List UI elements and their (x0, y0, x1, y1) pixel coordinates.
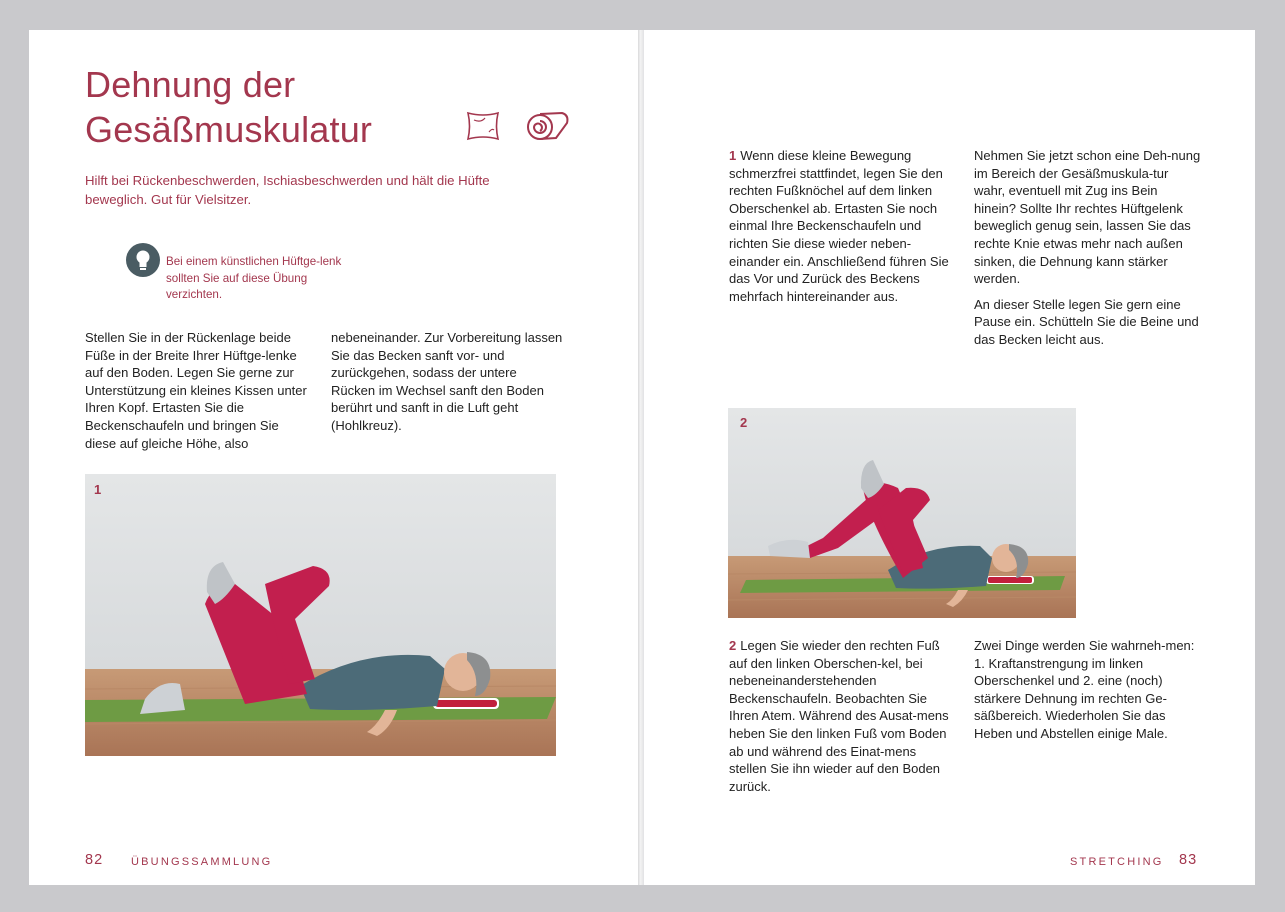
photo-label-2: 2 (740, 415, 748, 430)
body-column-right-4: Zwei Dinge werden Sie wahrneh-men: 1. Kraftanstrengung im linken Oberschenkel und 2. eine (noch) stärkere Dehnung im rechten Ge-säßbereich. Wiederholen Sie das Heben und Abstellen einige Male. (974, 638, 1195, 741)
page-number: 82 (85, 852, 104, 868)
page-title: Dehnung der Gesäßmuskulatur (85, 64, 373, 150)
right-page (644, 30, 1255, 885)
page-number: 83 (1179, 852, 1198, 868)
paragraph: Nehmen Sie jetzt schon eine Deh-nung im Bereich der Gesäßmuskula-tur wahr, eventuell mit Zug ins Bein hinein? Sollte Ihr rechtes Hüftgelenk beweglich genug sein, lassen Sie das rechte Knie etwas mehr nach außen sinken, die Dehnung kann stärker werden. (974, 148, 1201, 287)
step-1-number: 1 (729, 148, 737, 163)
left-page (29, 30, 638, 885)
step-1-text: 1 Wenn diese kleine Bewegung schmerzfrei stattfindet, legen Sie den rechten Fußknöchel auf dem linken Oberschenkel ab. Ertasten Sie noch einmal Ihre Beckenschaufeln und richten Sie diese wieder neben-einander ein. Anschließend führen Sie das Vor und Zurück des Beckens mehrfach hintereinander aus. (729, 148, 949, 304)
rolled-towel-icon (526, 109, 570, 143)
body-column-2: nebeneinander. Zur Vorbereitung lassen Sie das Becken sanft vor- und zurückgehen, sodass der untere Rücken im Wechsel sanft den Boden berührt und sanft in die Luft geht (Hohlkreuz). (331, 330, 563, 433)
paragraph: An dieser Stelle legen Sie gern eine Pause ein. Schütteln Sie die Beine und das Becken leicht aus. (974, 296, 1199, 347)
tip-text: Bei einem künstlichen Hüftge-lenk sollten Sie auf diese Übung verzichten. (166, 255, 342, 301)
lead-text: Hilft bei Rückenbeschwerden, Ischiasbeschwerden und hält die Hüfte beweglich. Gut für Vielsitzer. (85, 173, 490, 207)
pillow-icon (465, 110, 501, 142)
section-label: STRETCHING (1070, 856, 1164, 868)
exercise-photo-1 (85, 474, 556, 756)
exercise-photo-2 (728, 408, 1076, 618)
step-2-number: 2 (729, 638, 737, 653)
lightbulb-icon (126, 243, 160, 277)
step-2-text: 2 Legen Sie wieder den rechten Fuß auf den linken Oberschen-kel, bei nebeneinanderstehenden Beckenschaufeln. Beobachten Sie Ihren Atem. Während des Ausat-mens heben Sie den linken Fuß vom Boden ab und während des Einat-mens stellen Sie ihn wieder auf den Boden zurück. (729, 638, 949, 794)
photo-label-1: 1 (94, 482, 102, 497)
body-column-right-2 (974, 147, 1202, 349)
section-label: ÜBUNGSSAMMLUNG (131, 856, 273, 868)
body-column-1: Stellen Sie in der Rückenlage beide Füße in der Breite Ihrer Hüftge-lenke auf den Boden. Legen Sie gerne zur Unterstützung ein kleines Kissen unter Ihren Kopf. Ertasten Sie die Beckenschaufeln und bringen Sie diese auf gleiche Höhe, also (85, 330, 307, 451)
